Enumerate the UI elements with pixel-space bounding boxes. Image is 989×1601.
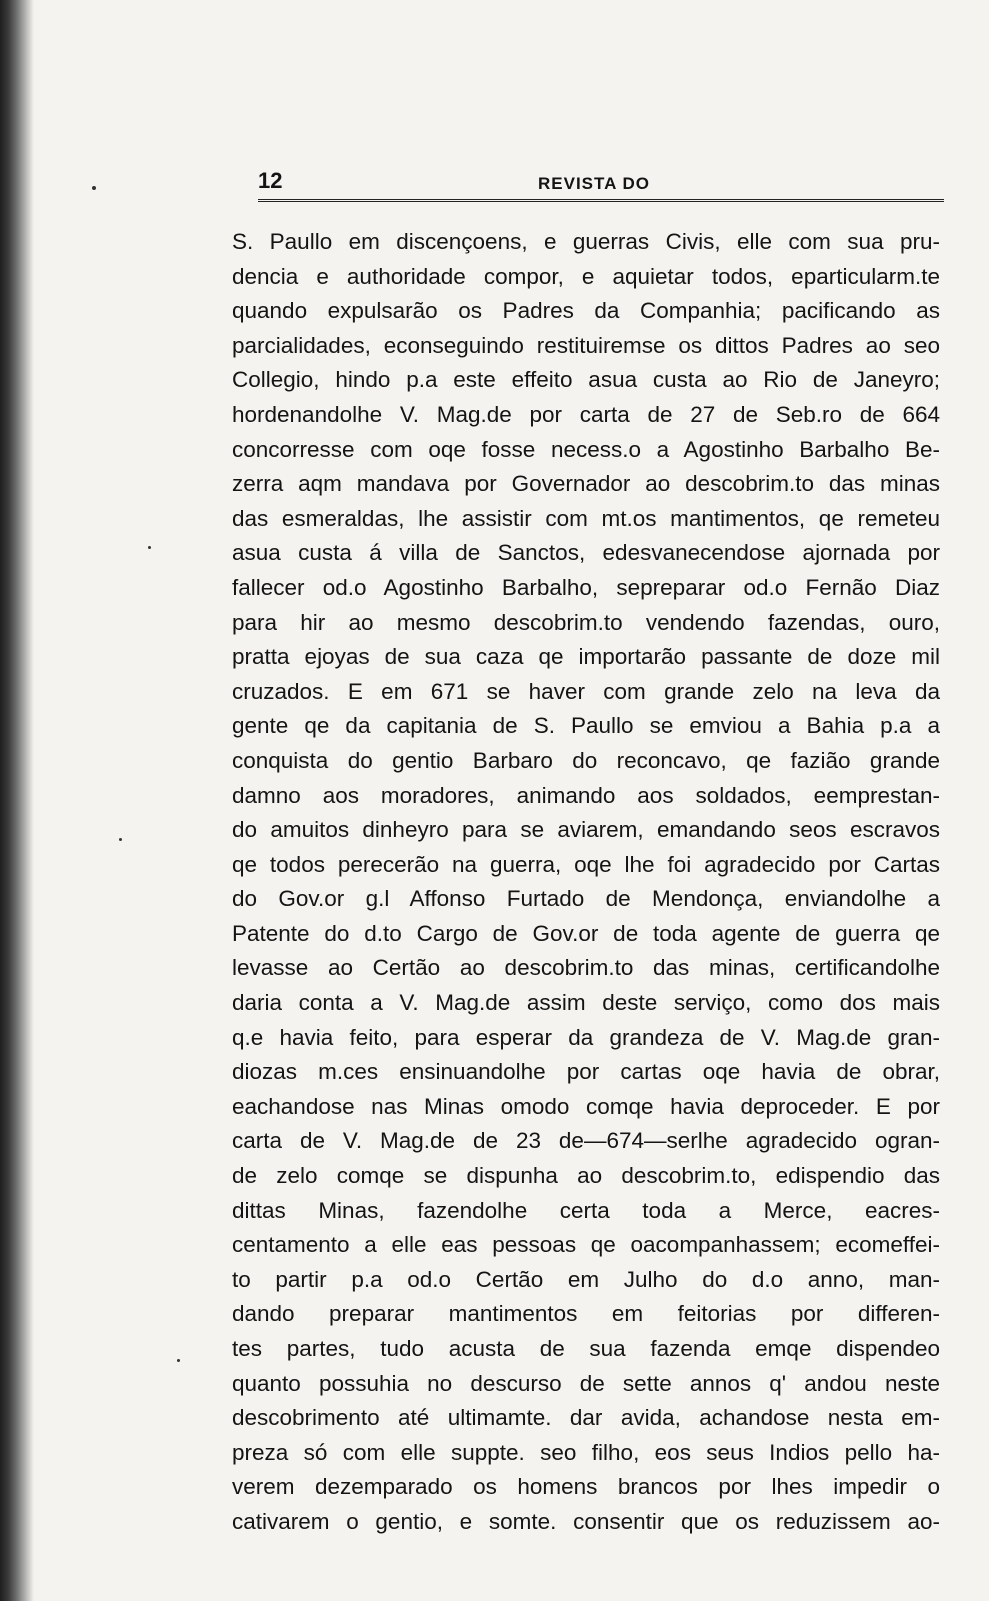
text-line: diozas m.ces ensinuandolhe por cartas oqe havia de obrar, [232, 1059, 940, 1085]
header-rule [258, 199, 944, 202]
text-line: levasse ao Certão ao descobrim.to das minas, certificandolhe [232, 955, 940, 981]
text-line: concorresse com oqe fosse necess.o a Agostinho Barbalho Be- [232, 436, 940, 462]
text-line: das esmeraldas, lhe assistir com mt.os mantimentos, qe remeteu [232, 505, 940, 531]
print-speck [119, 838, 122, 841]
page-number: 12 [258, 168, 283, 193]
text-line: descobrimento até ultimamte. dar avida, achandose nesta em- [232, 1405, 940, 1431]
print-speck [148, 546, 151, 549]
running-head: REVISTA DO [538, 174, 651, 193]
text-line: gente qe da capitania de S. Paullo se emviou a Bahia p.a a [232, 713, 940, 739]
text-line: centamento a elle eas pessoas qe oacompanhassem; ecomeffei- [232, 1232, 940, 1258]
text-line: S. Paullo em discençoens, e guerras Civis, elle com sua pru- [232, 229, 940, 254]
text-line: eachandose nas Minas omodo comqe havia deproceder. E por [232, 1093, 940, 1119]
text-line: carta de V. Mag.de de 23 de—674—serlhe agradecido ogran- [232, 1128, 940, 1154]
text-line: Patente do d.to Cargo de Gov.or de toda agente de guerra qe [232, 920, 940, 946]
text-line: fallecer od.o Agostinho Barbalho, sepreparar od.o Fernão Diaz [232, 574, 940, 600]
text-line: to partir p.a od.o Certão em Julho do d.o anno, man- [232, 1266, 940, 1292]
text-line: daria conta a V. Mag.de assim deste serviço, como dos mais [232, 990, 940, 1016]
body-text [232, 225, 940, 1540]
text-line: cativarem o gentio, e somte. consentir que os reduzissem ao- [232, 1508, 940, 1534]
text-line: do Gov.or g.l Affonso Furtado de Mendonça, enviandolhe a [232, 886, 940, 912]
page-binding-edge [0, 0, 34, 1601]
text-line: qe todos perecerão na guerra, oqe lhe foi agradecido por Cartas [232, 851, 940, 877]
text-line: zerra aqm mandava por Governador ao descobrim.to das minas [232, 471, 940, 497]
text-line: dittas Minas, fazendolhe certa toda a Merce, eacres- [232, 1197, 940, 1223]
text-line: pratta ejoyas de sua caza qe importarão passante de doze mil [232, 644, 940, 670]
text-line: verem dezemparado os homens brancos por lhes impedir o [232, 1474, 940, 1500]
text-line: cruzados. E em 671 se haver com grande zelo na leva da [232, 678, 940, 704]
text-line: quanto possuhia no descurso de sette annos q' andou neste [232, 1370, 940, 1396]
text-line: dencia e authoridade compor, e aquietar todos, eparticularm.te [232, 263, 940, 289]
text-line: para hir ao mesmo descobrim.to vendendo fazendas, ouro, [232, 609, 940, 635]
text-line: preza só com elle suppte. seo filho, eos seus Indios pello ha- [232, 1439, 940, 1465]
print-speck [177, 1359, 180, 1362]
text-line: Collegio, hindo p.a este effeito asua custa ao Rio de Janeyro; [232, 367, 940, 393]
text-line: asua custa á villa de Sanctos, edesvanecendose ajornada por [232, 540, 940, 566]
print-speck [92, 186, 96, 190]
text-line: de zelo comqe se dispunha ao descobrim.to, edispendio das [232, 1163, 940, 1189]
text-line: conquista do gentio Barbaro do reconcavo, qe fazião grande [232, 747, 940, 773]
text-line: dando preparar mantimentos em feitorias por differen- [232, 1301, 940, 1327]
text-line: quando expulsarão os Padres da Companhia; pacificando as [232, 298, 940, 324]
text-line: tes partes, tudo acusta de sua fazenda emqe dispendeo [232, 1336, 940, 1361]
text-line: parcialidades, econseguindo restituiremse os dittos Padres ao seo [232, 332, 940, 358]
text-line: damno aos moradores, animando aos soldados, eemprestan- [232, 782, 940, 808]
page-header [248, 168, 940, 208]
text-line: do amuitos dinheyro para se aviarem, emandando seos escravos [232, 817, 940, 843]
text-line: hordenandolhe V. Mag.de por carta de 27 de Seb.ro de 664 [232, 401, 940, 427]
text-line: q.e havia feito, para esperar da grandeza de V. Mag.de gran- [232, 1024, 940, 1050]
